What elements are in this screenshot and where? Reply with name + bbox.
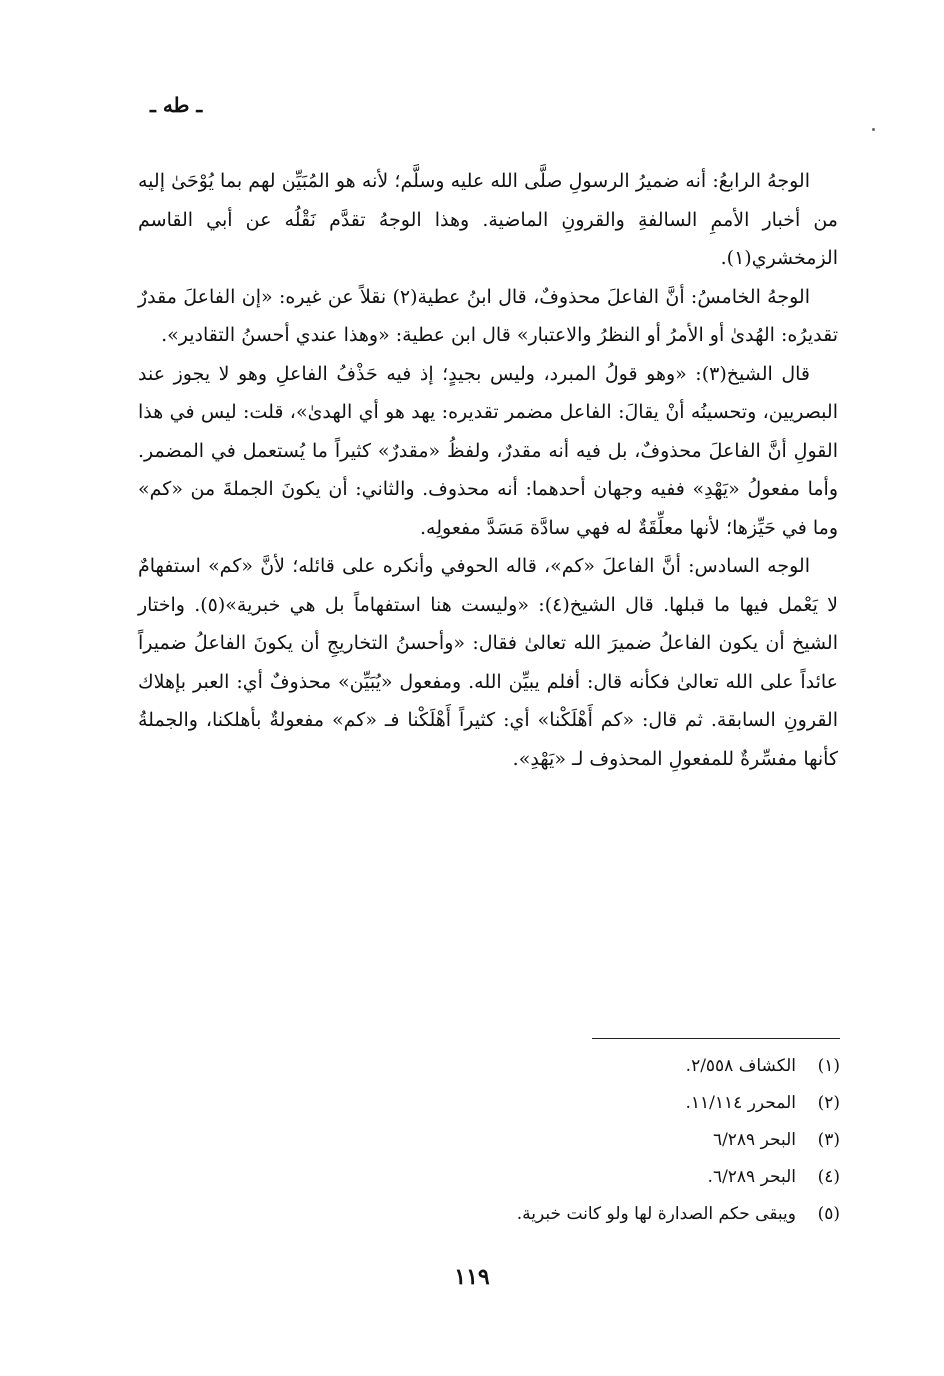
footnote-text: البحر ٦/٢٨٩. bbox=[707, 1167, 796, 1187]
footnote-number: (١) bbox=[817, 1056, 840, 1076]
margin-mark bbox=[872, 128, 875, 131]
footnote-number: (٣) bbox=[817, 1130, 840, 1150]
footnote-text: البحر ٦/٢٨٩ bbox=[712, 1130, 796, 1150]
footnote bbox=[300, 1196, 840, 1233]
footnote-text: الكشاف ٢/٥٥٨. bbox=[685, 1056, 796, 1076]
footnote-text: ويبقى حكم الصدارة لها ولو كانت خبرية. bbox=[516, 1204, 796, 1224]
page-number: ١١٩ bbox=[454, 1264, 490, 1290]
paragraph-4: الوجه السادس: أنَّ الفاعلَ «كم»، قاله الحوفي وأنكره على قائله؛ لأنَّ «كم» استفهامٌ لا يَعْمل فيها ما قبلها. قال الشيخ(٤): «وليست هنا استفهاماً بل هي خبرية»(٥). واختار الشيخ أن يكون الفاعلُ ضميرَ الله تعالىٰ فقال: «وأحسنُ التخاريجِ أن يكونَ الفاعلُ ضميراً عائداً على الله تعالىٰ فكأنه قال: أفلم يبيِّن الله. ومفعول «يُبَيِّن» محذوفٌ أي: العبر بإهلاك القرونِ السابقة. ثم قال: «كم أَهْلَكْنا» أي: كثيراً أَهْلَكْنا فـ «كم» مفعولةٌ بأهلكنا، والجملةُ كأنها مفسِّرةٌ للمفعولِ المحذوف لـ «يَهْدِ». bbox=[138, 555, 839, 770]
footnote-separator bbox=[592, 1038, 840, 1039]
footnote bbox=[300, 1159, 840, 1196]
footnote-number: (٤) bbox=[817, 1167, 840, 1187]
footnote-number: (٢) bbox=[817, 1093, 840, 1113]
paragraph-3: قال الشيخ(٣): «وهو قولُ المبرد، وليس بجيدٍ؛ إذ فيه حَذْفُ الفاعلِ وهو لا يجوز عند البصريين، وتحسينُه أنْ يقالَ: الفاعل مضمر تقديره: يهد هو أي الهدىٰ»، قلت: ليس في هذا القولِ أنَّ الفاعلَ محذوفٌ، بل فيه أنه مقدرٌ، ولفظُ «مقدرٌ» كثيراً ما يُستعمل في المضمر. وأما مفعولُ «يَهْدِ» ففيه وجهان أحدهما: أنه محذوف. والثاني: أن يكونَ الجملةَ من «كم» وما في حَيِّزها؛ لأنها معلِّقَةٌ له فهي سادَّة مَسَدَّ مفعولِه. bbox=[138, 362, 838, 539]
footnote-text: المحرر ١١/١١٤. bbox=[685, 1093, 796, 1113]
paragraph-2: الوجهُ الخامسُ: أنَّ الفاعلَ محذوفٌ، قال ابنُ عطية(٢) نقلاً عن غيره: «إن الفاعلَ مقدرٌ تقديرُه: الهُدىٰ أو الأمرُ أو النظرُ والاعتبار» قال ابن عطية: «وهذا عندي أحسنُ التقادير». bbox=[138, 285, 838, 346]
footnote bbox=[300, 1122, 840, 1159]
running-title: ـ طه ـ bbox=[150, 93, 203, 117]
main-text bbox=[138, 162, 838, 778]
footnote bbox=[300, 1085, 840, 1122]
footnote bbox=[300, 1048, 840, 1085]
footnotes bbox=[300, 1048, 840, 1233]
paragraph-1: الوجهُ الرابعُ: أنه ضميرُ الرسولِ صلَّى الله عليه وسلَّم؛ لأنه هو المُبَيِّن لهم بما يُوْحَىٰ إليه من أخبار الأممِ السالفةِ والقرونِ الماضية. وهذا الوجهُ تقدَّم نَقْلُه عن أبي القاسم الزمخشري(١). bbox=[138, 170, 838, 269]
footnote-number: (٥) bbox=[817, 1204, 840, 1224]
